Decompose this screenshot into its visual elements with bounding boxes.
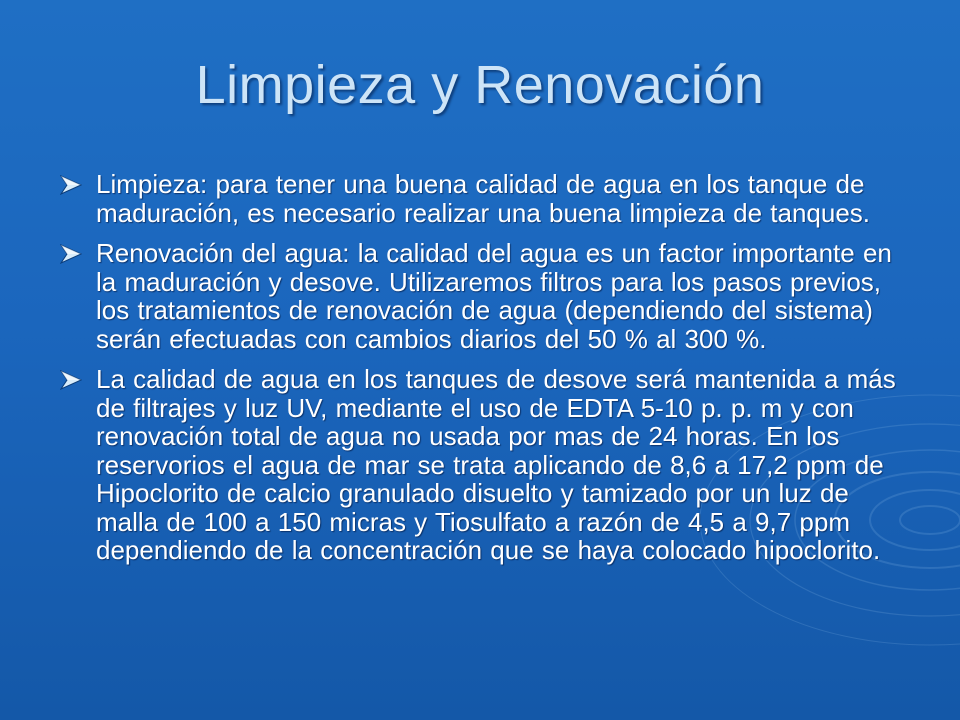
bullet-text: Renovación del agua: la calidad del agua es un factor importante en la maduración y desove. Utilizaremos filtros para los pasos previos, los tratamientos de renovación de agua (dependiendo del sistema) serán efectuadas con cambios diarios del 50 % al 300 %.: [96, 238, 892, 354]
slide-title: Limpieza y Renovación: [195, 55, 765, 115]
bullet-item-renovacion: [60, 239, 912, 353]
bullet-item-calidad-desove: [60, 365, 912, 565]
bullet-item-limpieza: [60, 170, 912, 227]
bullet-text: La calidad de agua en los tanques de desove será mantenida a más de filtrajes y luz UV, mediante el uso de EDTA 5-10 p. p. m y con renovación total de agua no usada por mas de 24 horas. En los reservorios el agua de mar se trata aplicando de 8,6 a 17,2 ppm de Hipoclorito de calcio granulado disuelto y tamizado por un luz de malla de 100 a 150 micras y Tiosulfato a razón de 4,5 a 9,7 ppm dependiendo de la concentración que se haya colocado hipoclorito.: [96, 364, 896, 565]
arrowhead-bullet-icon: [60, 370, 82, 390]
bullet-text: Limpieza: para tener una buena calidad de agua en los tanque de maduración, es necesario realizar una buena limpieza de tanques.: [96, 169, 871, 228]
arrowhead-bullet-icon: [60, 244, 82, 264]
arrowhead-bullet-icon: [60, 175, 82, 195]
bullet-list: [60, 170, 912, 577]
